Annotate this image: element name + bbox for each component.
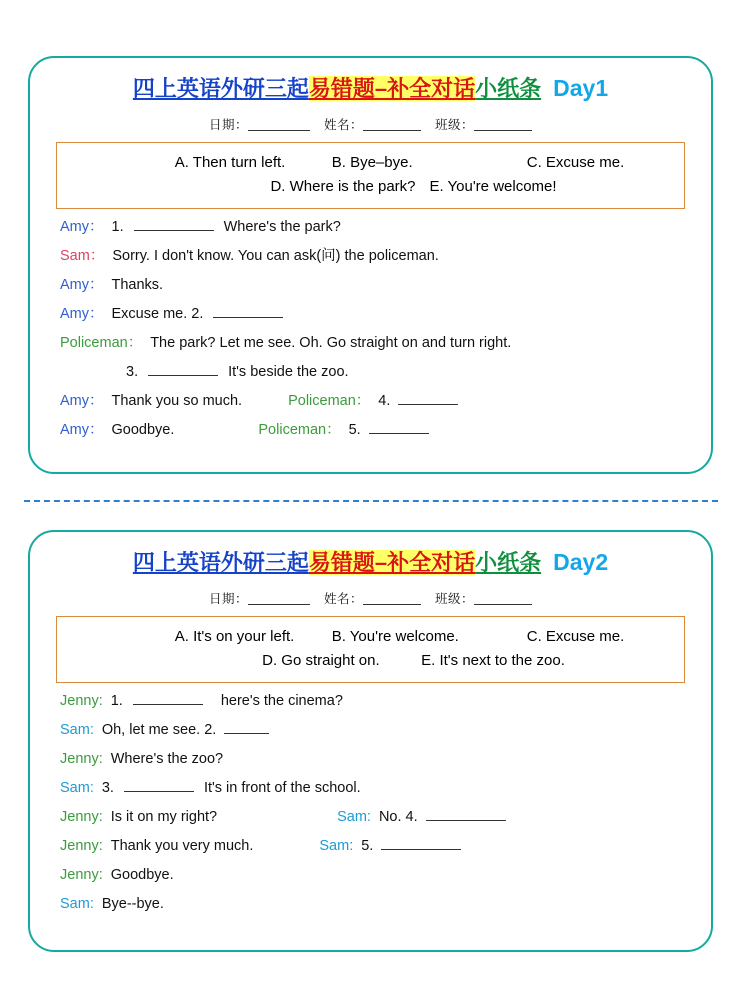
- line-text: Where's the park?: [223, 219, 341, 235]
- line-text: Thanks.: [111, 277, 164, 294]
- dialog-day1: [30, 217, 711, 441]
- options-row-bottom: [63, 175, 678, 199]
- dialog-line: [60, 865, 689, 886]
- line-number: 4.: [378, 393, 391, 410]
- worksheet-card-day2: [28, 530, 713, 952]
- dialog-line: [60, 420, 689, 441]
- dialog-line: [60, 720, 689, 741]
- speaker-label: Amy：: [60, 277, 104, 294]
- speaker-label: Sam:: [60, 780, 94, 797]
- line-text: Where's the zoo?: [110, 751, 224, 768]
- option-b: B. You're welcome.: [331, 628, 459, 645]
- answer-blank[interactable]: [398, 391, 458, 405]
- dialog-line: [60, 807, 689, 828]
- speaker-label: Jenny:: [60, 867, 103, 884]
- dialog-line: [60, 391, 689, 412]
- answer-blank[interactable]: [134, 217, 214, 231]
- dialog-line: [60, 749, 689, 770]
- worksheet-card-day1: [28, 56, 713, 474]
- class-blank[interactable]: [474, 592, 532, 605]
- dialog-line: [60, 217, 689, 238]
- dialog-line: [60, 691, 689, 712]
- line-text: It's in front of the school.: [203, 780, 361, 797]
- option-e: E. It's next to the zoo.: [421, 652, 565, 669]
- class-label: 班级：: [435, 118, 475, 132]
- class-label: 班级：: [435, 592, 475, 606]
- line-text: Is it on my right?: [110, 809, 218, 826]
- line-number: 1.: [111, 219, 124, 235]
- line-number: No. 4.: [378, 809, 418, 826]
- option-c: C. Excuse me.: [526, 628, 625, 645]
- title-part-2: 易错题–补全对话: [308, 76, 476, 101]
- answer-blank[interactable]: [124, 778, 194, 792]
- dialog-line: [60, 778, 689, 799]
- title-part-3: 小纸条: [475, 76, 542, 101]
- title-part-1: 四上英语外研三起: [132, 76, 309, 101]
- option-c: C. Excuse me.: [526, 154, 625, 171]
- section-divider: [24, 500, 718, 502]
- speaker-label: Sam:: [60, 722, 94, 739]
- options-row-top: [63, 151, 678, 175]
- option-e: E. You're welcome!: [429, 178, 557, 195]
- line-text: Sorry. I don't know. You can ask(问) the policeman.: [112, 248, 439, 265]
- option-d: D. Go straight on.: [262, 652, 380, 669]
- speaker-label: Sam:: [60, 896, 94, 913]
- dialog-line: [60, 836, 689, 857]
- dialog-day2: [30, 691, 711, 915]
- line-text: Thank you very much.: [110, 838, 254, 855]
- class-blank[interactable]: [474, 118, 532, 131]
- dialog-line: [60, 894, 689, 915]
- answer-blank[interactable]: [133, 691, 203, 705]
- date-blank[interactable]: [248, 592, 310, 605]
- card-title-day2: [30, 546, 711, 577]
- title-part-3: 小纸条: [475, 550, 542, 575]
- dialog-line: [60, 362, 689, 383]
- line-text: Oh, let me see. 2.: [101, 722, 217, 739]
- meta-row-day2: [30, 589, 711, 607]
- dialog-line: [60, 275, 689, 296]
- options-row-bottom: [63, 649, 678, 673]
- speaker-label: Amy：: [60, 219, 104, 235]
- speaker-label: Amy：: [60, 422, 104, 439]
- dialog-line: [60, 333, 689, 354]
- speaker-label: Sam：: [60, 248, 105, 265]
- title-day-label: Day2: [553, 549, 609, 575]
- answer-blank[interactable]: [213, 304, 283, 318]
- date-label: 日期：: [208, 118, 248, 132]
- line-text: Goodbye.: [110, 867, 174, 884]
- speaker-label: Policeman：: [60, 335, 143, 352]
- line-text: The park? Let me see. Oh. Go straight on and turn right.: [150, 335, 512, 352]
- line-text: Bye--bye.: [101, 896, 164, 913]
- date-label: 日期：: [208, 592, 248, 606]
- dialog-line: [60, 304, 689, 325]
- line-text: here's the cinema?: [220, 693, 343, 709]
- option-b: B. Bye–bye.: [331, 154, 413, 171]
- answer-blank[interactable]: [426, 807, 506, 821]
- title-part-1: 四上英语外研三起: [132, 550, 309, 575]
- line-number: 3.: [101, 780, 114, 797]
- speaker-label: Jenny:: [60, 838, 103, 855]
- speaker-label: Jenny:: [60, 693, 103, 709]
- answer-blank[interactable]: [224, 720, 269, 734]
- title-part-2: 易错题–补全对话: [308, 550, 476, 575]
- options-box-day1: [56, 142, 685, 209]
- option-d: D. Where is the park?: [270, 178, 416, 195]
- speaker-label: Amy：: [60, 306, 104, 323]
- speaker-label: Jenny:: [60, 751, 103, 768]
- answer-blank[interactable]: [148, 362, 218, 376]
- speaker-label-secondary: Policeman：: [258, 422, 341, 439]
- line-text: Goodbye.: [111, 422, 175, 439]
- options-row-top: [63, 625, 678, 649]
- card-title-day1: [30, 72, 711, 103]
- answer-blank[interactable]: [381, 836, 461, 850]
- name-label: 姓名：: [323, 592, 363, 606]
- speaker-label-secondary: Policeman：: [288, 393, 371, 410]
- line-number: 3.: [126, 364, 139, 381]
- title-day-label: Day1: [553, 75, 609, 101]
- meta-row-day1: [30, 115, 711, 133]
- options-box-day2: [56, 616, 685, 683]
- name-blank[interactable]: [363, 592, 421, 605]
- name-label: 姓名：: [323, 118, 363, 132]
- date-blank[interactable]: [248, 118, 310, 131]
- line-text: Thank you so much.: [111, 393, 243, 410]
- line-number: 1.: [110, 693, 123, 709]
- speaker-label-secondary: Sam:: [337, 809, 371, 826]
- speaker-label: Amy：: [60, 393, 104, 410]
- option-a: A. Then turn left.: [174, 154, 286, 171]
- line-text: It's beside the zoo.: [228, 364, 349, 381]
- line-text: Excuse me. 2.: [111, 306, 204, 323]
- speaker-label: Jenny:: [60, 809, 103, 826]
- line-number: 5.: [361, 838, 374, 855]
- dialog-line: [60, 246, 689, 267]
- option-a: A. It's on your left.: [174, 628, 295, 645]
- answer-blank[interactable]: [369, 420, 429, 434]
- line-number: 5.: [348, 422, 361, 439]
- speaker-label-secondary: Sam:: [319, 838, 354, 855]
- name-blank[interactable]: [363, 118, 421, 131]
